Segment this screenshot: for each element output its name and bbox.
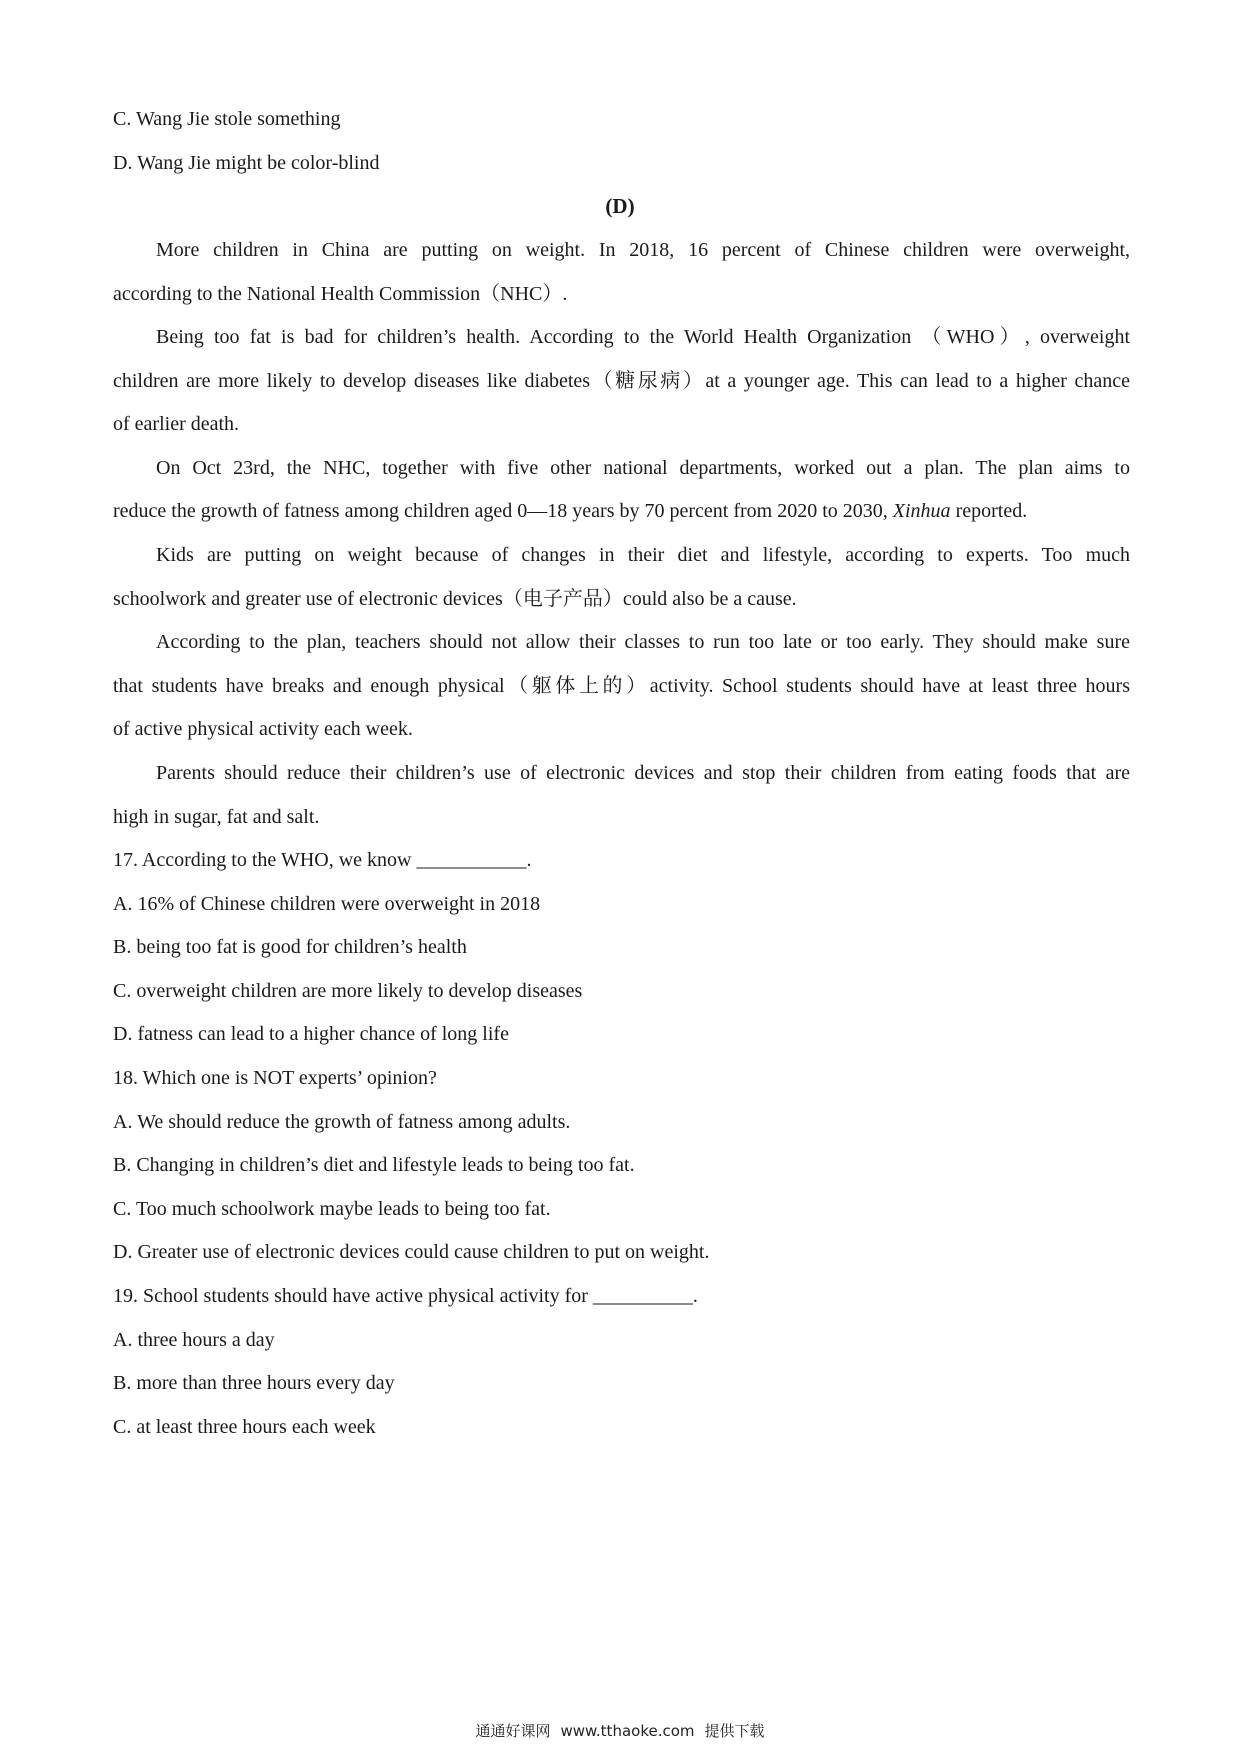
section-title: (D): [605, 194, 635, 218]
passage-paragraph-2-line-2: children are more likely to develop diseases like diabetes（糖尿病）at a younger age. This can lead to a higher chance: [113, 370, 1130, 392]
question-17-option-d[interactable]: D. fatness can lead to a higher chance of long life: [113, 1023, 509, 1045]
passage-paragraph-1-line-1: More children in China are putting on weight. In 2018, 16 percent of Chinese children were overweight,: [156, 239, 1130, 261]
question-19-option-a[interactable]: A. three hours a day: [113, 1329, 275, 1351]
question-17-option-b[interactable]: B. being too fat is good for children’s health: [113, 936, 467, 958]
question-19-stem: 19. School students should have active physical activity for __________.: [113, 1285, 698, 1307]
passage-text: reported.: [950, 500, 1028, 522]
passage-paragraph-3-line-2: [113, 499, 1027, 523]
question-18-option-d[interactable]: D. Greater use of electronic devices could cause children to put on weight.: [113, 1241, 710, 1263]
question-18-stem: 18. Which one is NOT experts’ opinion?: [113, 1067, 437, 1089]
question-17-option-c[interactable]: C. overweight children are more likely to develop diseases: [113, 980, 583, 1002]
footer-site-name: 通通好课网: [475, 1722, 551, 1740]
footer-url[interactable]: www.tthaoke.com: [560, 1722, 695, 1740]
passage-paragraph-4-line-2: schoolwork and greater use of electronic devices（电子产品）could also be a cause.: [113, 588, 797, 610]
passage-paragraph-5-line-1: According to the plan, teachers should not allow their classes to run too late or too early. They should make sure: [156, 631, 1130, 653]
footer-note: 提供下载: [704, 1722, 765, 1740]
question-17-stem: 17. According to the WHO, we know ___________.: [113, 849, 532, 871]
question-19-option-c[interactable]: C. at least three hours each week: [113, 1416, 376, 1438]
question-19-option-b[interactable]: B. more than three hours every day: [113, 1372, 395, 1394]
passage-paragraph-2-line-1: Being too fat is bad for children’s health. According to the World Health Organization （WHO）, overweight: [156, 326, 1130, 348]
passage-paragraph-4-line-1: Kids are putting on weight because of changes in their diet and lifestyle, according to experts. Too much: [156, 544, 1130, 566]
passage-text: reduce the growth of fatness among children aged 0—18 years by 70 percent from 2020 to 2030,: [113, 500, 893, 522]
option-c-previous: C. Wang Jie stole something: [113, 108, 341, 130]
passage-paragraph-3-line-1: On Oct 23rd, the NHC, together with five other national departments, worked out a plan. The plan aims to: [156, 457, 1130, 479]
passage-paragraph-5-line-3: of active physical activity each week.: [113, 718, 413, 740]
question-18-option-b[interactable]: B. Changing in children’s diet and lifestyle leads to being too fat.: [113, 1154, 635, 1176]
passage-paragraph-6-line-1: Parents should reduce their children’s use of electronic devices and stop their children from eating foods that are: [156, 762, 1130, 784]
question-17-option-a[interactable]: A. 16% of Chinese children were overweight in 2018: [113, 893, 541, 915]
question-18-option-a[interactable]: A. We should reduce the growth of fatness among adults.: [113, 1111, 571, 1133]
passage-paragraph-5-line-2: that students have breaks and enough physical（躯体上的）activity. School students should have at least three hours: [113, 675, 1130, 697]
passage-paragraph-1-line-2: according to the National Health Commission（NHC）.: [113, 283, 568, 305]
passage-paragraph-2-line-3: of earlier death.: [113, 413, 240, 435]
passage-paragraph-6-line-2: high in sugar, fat and salt.: [113, 806, 320, 828]
page-footer: [0, 1721, 1240, 1741]
option-d-previous: D. Wang Jie might be color-blind: [113, 152, 380, 174]
news-source: Xinhua: [892, 500, 951, 522]
question-18-option-c[interactable]: C. Too much schoolwork maybe leads to being too fat.: [113, 1198, 551, 1220]
